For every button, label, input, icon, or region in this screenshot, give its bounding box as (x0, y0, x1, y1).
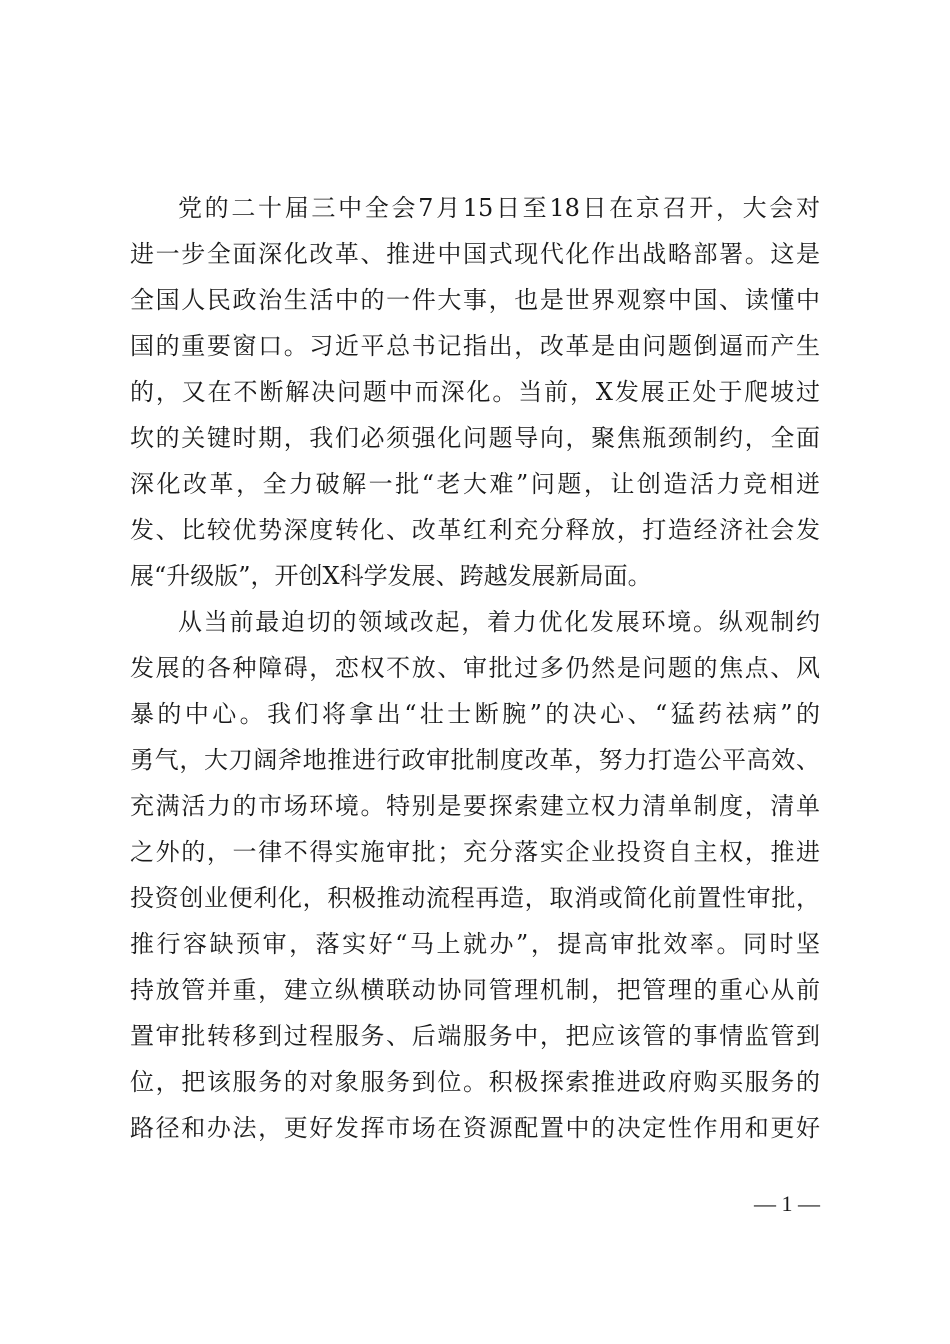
paragraph-2-line: 发展的各种障碍，恋权不放、审批过多仍然是问题的焦点、风 (130, 654, 820, 682)
paragraph-1-line: 全国人民政治生活中的一件大事，也是世界观察中国、读懂中 (130, 286, 820, 314)
paragraph-1-line: 党的二十届三中全会7月15日至18日在京召开，大会对 (178, 194, 820, 222)
paragraph-1-line: 进一步全面深化改革、推进中国式现代化作出战略部署。这是 (130, 240, 820, 268)
paragraph-1-line: 的，又在不断解决问题中而深化。当前，X发展正处于爬坡过 (130, 378, 820, 406)
paragraph-2-line: 持放管并重，建立纵横联动协同管理机制，把管理的重心从前 (130, 976, 820, 1004)
paragraph-2-line: 置审批转移到过程服务、后端服务中，把应该管的事情监管到 (130, 1022, 820, 1050)
paragraph-2-line: 充满活力的市场环境。特别是要探索建立权力清单制度，清单 (130, 792, 820, 820)
paragraph-2-line: 之外的，一律不得实施审批；充分落实企业投资自主权，推进 (130, 838, 820, 866)
paragraph-2-line: 从当前最迫切的领域改起，着力优化发展环境。纵观制约 (178, 608, 820, 636)
paragraph-1-line: 发、比较优势深度转化、改革红利充分释放，打造经济社会发 (130, 516, 820, 544)
page-number: — 1 — (754, 1191, 820, 1216)
paragraph-2-line: 勇气，大刀阔斧地推进行政审批制度改革，努力打造公平高效、 (130, 746, 820, 774)
paragraph-2-line: 推行容缺预审，落实好“马上就办”，提高审批效率。同时坚 (130, 930, 820, 958)
paragraph-1-line: 展“升级版”，开创X科学发展、跨越发展新局面。 (130, 562, 652, 590)
paragraph-2-line: 投资创业便利化，积极推动流程再造，取消或简化前置性审批， (130, 884, 820, 912)
paragraph-2-line: 路径和办法，更好发挥市场在资源配置中的决定性作用和更好 (130, 1114, 820, 1142)
paragraph-2-line: 暴的中心。我们将拿出“壮士断腕”的决心、“猛药祛病”的 (130, 700, 820, 728)
paragraph-2-line: 位，把该服务的对象服务到位。积极探索推进政府购买服务的 (130, 1068, 820, 1096)
paragraph-1-line: 国的重要窗口。习近平总书记指出，改革是由问题倒逼而产生 (130, 332, 820, 360)
paragraph-1-line: 深化改革，全力破解一批“老大难”问题，让创造活力竞相迸 (130, 470, 820, 498)
paragraph-1-line: 坎的关键时期，我们必须强化问题导向，聚焦瓶颈制约，全面 (130, 424, 820, 452)
